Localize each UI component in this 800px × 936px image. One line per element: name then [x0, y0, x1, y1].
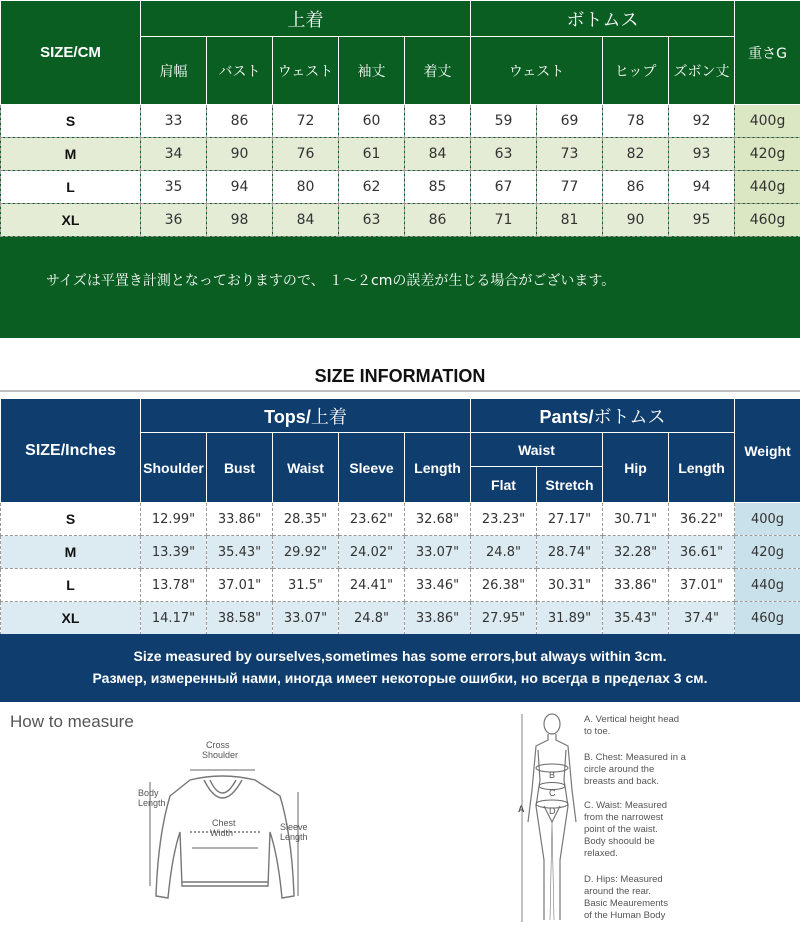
tops-header-en: Tops/	[264, 406, 311, 427]
value-cell: 33.86"	[207, 503, 273, 536]
value-cell: 92	[669, 105, 735, 138]
table-row	[1, 536, 800, 569]
column-header: Shoulder	[141, 433, 207, 503]
value-cell: 84	[405, 138, 471, 171]
value-cell: 86	[405, 204, 471, 237]
cm-note-text: サイズは平置き計測となっておりますので、 １～２cmの誤差が生じる場合がございます。	[46, 273, 616, 289]
size-inches-header: SIZE/Inches	[1, 399, 141, 503]
value-cell: 95	[669, 204, 735, 237]
column-header: ズボン丈	[669, 37, 735, 105]
value-cell: 94	[207, 171, 273, 204]
value-cell: 24.8"	[471, 536, 537, 569]
weight-header: 重さG	[735, 1, 800, 105]
value-cell: 61	[339, 138, 405, 171]
value-cell: 23.62"	[339, 503, 405, 536]
size-cm-header: SIZE/CM	[1, 1, 141, 105]
legend-d: D. Hips: Measured around the rear. Basic Meaurements of the Human Body	[584, 874, 668, 921]
size-cell: L	[1, 569, 141, 602]
value-cell: 37.4"	[669, 602, 735, 635]
tops-header: 上着	[141, 1, 471, 37]
value-cell: 81	[537, 204, 603, 237]
size-cell: L	[1, 171, 141, 204]
value-cell: 59	[471, 105, 537, 138]
body-figure-diagram	[514, 710, 584, 932]
note-russian: Размер, измеренный нами, иногда имеет некоторые ошибки, но всегда в пределах 3 см.	[92, 670, 708, 686]
weight-cell: 440g	[735, 171, 800, 204]
cm-size-table	[0, 0, 800, 237]
value-cell: 34	[141, 138, 207, 171]
tops-header-jp: 上着	[310, 406, 347, 427]
value-cell: 28.35"	[273, 503, 339, 536]
value-cell: 30.31"	[537, 569, 603, 602]
how-to-measure-section	[0, 702, 800, 936]
size-cell: S	[1, 503, 141, 536]
column-header: ウェスト	[273, 37, 339, 105]
value-cell: 86	[207, 105, 273, 138]
value-cell: 14.17"	[141, 602, 207, 635]
table-row	[1, 105, 800, 138]
weight-cell: 460g	[735, 602, 800, 635]
weight-cell: 420g	[735, 536, 800, 569]
column-header: ヒップ	[603, 37, 669, 105]
inch-size-table	[0, 398, 800, 635]
human-body-illustration	[528, 714, 576, 920]
value-cell: 29.92"	[273, 536, 339, 569]
chest-width-label: Chest Width	[210, 818, 236, 838]
bottoms-header: ボトムス	[471, 1, 735, 37]
value-cell: 37.01"	[669, 569, 735, 602]
inch-note-banner	[0, 634, 800, 702]
column-header: 肩幅	[141, 37, 207, 105]
value-cell: 33.86"	[405, 602, 471, 635]
marker-c: C	[549, 788, 556, 798]
column-header: 着丈	[405, 37, 471, 105]
value-cell: 69	[537, 105, 603, 138]
value-cell: 36.22"	[669, 503, 735, 536]
legend-a: A. Vertical height head to toe.	[584, 714, 680, 737]
body-length-label: Body Length	[138, 788, 166, 808]
size-cell: XL	[1, 602, 141, 635]
size-cell: M	[1, 536, 141, 569]
size-information-title: SIZE INFORMATION	[314, 366, 486, 386]
table-row	[1, 171, 800, 204]
weight-cell: 400g	[735, 503, 800, 536]
value-cell: 90	[603, 204, 669, 237]
column-header: 袖丈	[339, 37, 405, 105]
value-cell: 38.58"	[207, 602, 273, 635]
value-cell: 73	[537, 138, 603, 171]
value-cell: 37.01"	[207, 569, 273, 602]
cm-note-banner	[0, 238, 800, 338]
table-row	[1, 503, 800, 536]
value-cell: 98	[207, 204, 273, 237]
value-cell: 13.39"	[141, 536, 207, 569]
value-cell: 35	[141, 171, 207, 204]
value-cell: 33.46"	[405, 569, 471, 602]
value-cell: 28.74"	[537, 536, 603, 569]
value-cell: 76	[273, 138, 339, 171]
value-cell: 30.71"	[603, 503, 669, 536]
waist-flat-header: Flat	[471, 467, 537, 503]
how-to-measure-title: How to measure	[10, 712, 134, 731]
size-cell: M	[1, 138, 141, 171]
value-cell: 33.07"	[405, 536, 471, 569]
weight-cell: 420g	[735, 138, 800, 171]
value-cell: 80	[273, 171, 339, 204]
column-header: バスト	[207, 37, 273, 105]
value-cell: 82	[603, 138, 669, 171]
value-cell: 24.02"	[339, 536, 405, 569]
value-cell: 67	[471, 171, 537, 204]
weight-cell: 440g	[735, 569, 800, 602]
value-cell: 12.99"	[141, 503, 207, 536]
hip-header: Hip	[603, 433, 669, 503]
column-header: ウェスト	[471, 37, 603, 105]
value-cell: 27.95"	[471, 602, 537, 635]
value-cell: 31.5"	[273, 569, 339, 602]
legend-b: B. Chest: Measured in a circle around the breasts and back.	[584, 752, 686, 787]
value-cell: 36	[141, 204, 207, 237]
value-cell: 35.43"	[207, 536, 273, 569]
value-cell: 32.28"	[603, 536, 669, 569]
pants-header	[471, 399, 735, 433]
weight-header: Weight	[735, 399, 800, 503]
pants-length-header: Length	[669, 433, 735, 503]
size-cell: XL	[1, 204, 141, 237]
value-cell: 26.38"	[471, 569, 537, 602]
value-cell: 86	[603, 171, 669, 204]
value-cell: 13.78"	[141, 569, 207, 602]
value-cell: 23.23"	[471, 503, 537, 536]
value-cell: 24.8"	[339, 602, 405, 635]
value-cell: 27.17"	[537, 503, 603, 536]
value-cell: 35.43"	[603, 602, 669, 635]
value-cell: 60	[339, 105, 405, 138]
column-header: Length	[405, 433, 471, 503]
table-row	[1, 602, 800, 635]
value-cell: 71	[471, 204, 537, 237]
value-cell: 33.86"	[603, 569, 669, 602]
value-cell: 24.41"	[339, 569, 405, 602]
table-row	[1, 204, 800, 237]
pants-header-jp: ボトムス	[593, 406, 666, 427]
value-cell: 33.07"	[273, 602, 339, 635]
value-cell: 83	[405, 105, 471, 138]
cross-shoulder-label: Cross Shoulder	[202, 740, 239, 760]
value-cell: 33	[141, 105, 207, 138]
legend-c: C. Waist: Measured from the narrowest point of the waist. Body shoould be relaxed.	[584, 800, 668, 859]
size-cell: S	[1, 105, 141, 138]
waist-stretch-header: Stretch	[537, 467, 603, 503]
value-cell: 62	[339, 171, 405, 204]
marker-a: A	[518, 804, 525, 814]
weight-cell: 460g	[735, 204, 800, 237]
value-cell: 78	[603, 105, 669, 138]
column-header: Bust	[207, 433, 273, 503]
note-english: Size measured by ourselves,sometimes has some errors,but always within 3cm.	[133, 648, 667, 664]
weight-cell: 400g	[735, 105, 800, 138]
pants-header-en: Pants/	[539, 406, 594, 427]
value-cell: 77	[537, 171, 603, 204]
sleeve-length-label: Sleeve Length	[280, 822, 308, 842]
value-cell: 72	[273, 105, 339, 138]
value-cell: 36.61"	[669, 536, 735, 569]
value-cell: 84	[273, 204, 339, 237]
value-cell: 32.68"	[405, 503, 471, 536]
waist-header: Waist	[471, 433, 603, 467]
value-cell: 31.89"	[537, 602, 603, 635]
value-cell: 85	[405, 171, 471, 204]
column-header: Sleeve	[339, 433, 405, 503]
value-cell: 63	[339, 204, 405, 237]
value-cell: 94	[669, 171, 735, 204]
garment-diagram	[130, 736, 330, 926]
cm-size-section	[0, 0, 800, 338]
marker-b: B	[549, 770, 556, 780]
value-cell: 63	[471, 138, 537, 171]
table-row	[1, 569, 800, 602]
table-row	[1, 138, 800, 171]
title-divider	[0, 390, 800, 392]
value-cell: 90	[207, 138, 273, 171]
marker-d: D	[549, 806, 556, 816]
column-header: Waist	[273, 433, 339, 503]
value-cell: 93	[669, 138, 735, 171]
tops-header	[141, 399, 471, 433]
